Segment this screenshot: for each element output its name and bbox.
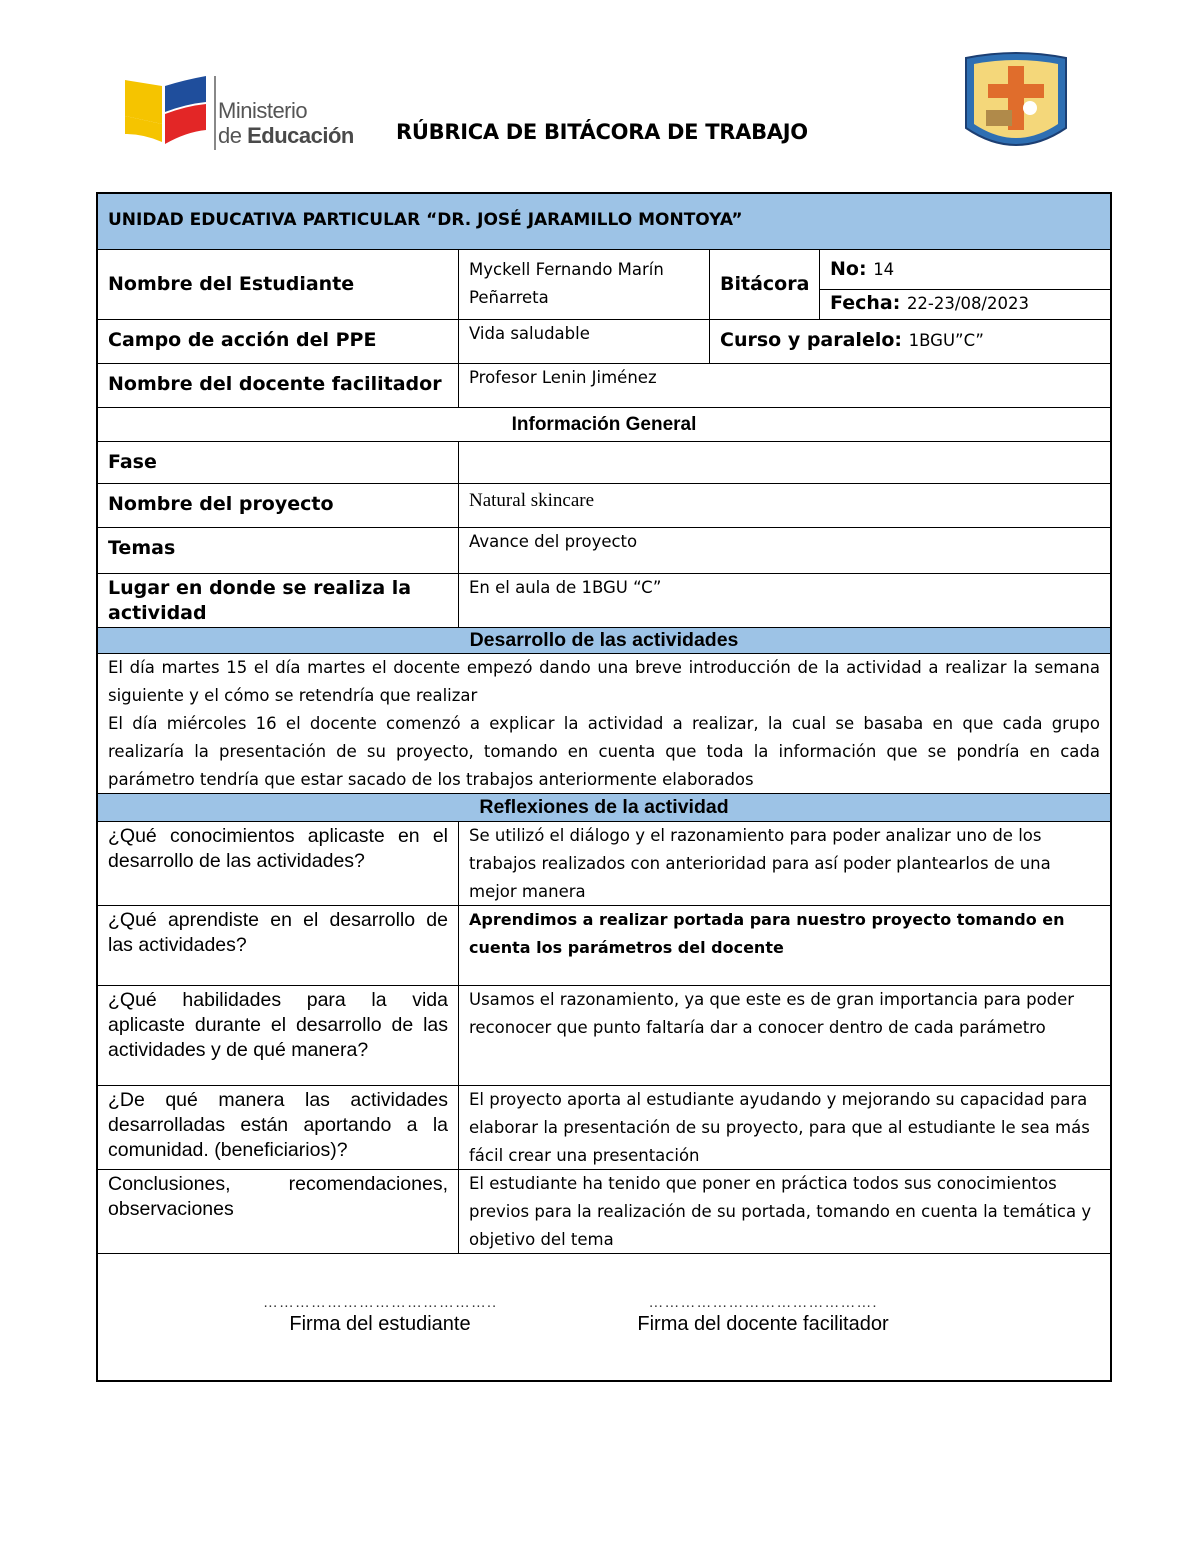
reflexion-question: ¿Qué habilidades para la vida aplicaste durante el desarrollo de las actividades y de qué manera? xyxy=(108,989,448,1061)
page-header xyxy=(0,0,1200,180)
bitacora-label: Bitácora xyxy=(720,273,810,295)
reflexion-question: Conclusiones, recomendaciones, observaciones xyxy=(108,1173,448,1220)
fase-value-cell xyxy=(459,442,1110,484)
proyecto-label-cell xyxy=(98,484,459,528)
temas-value-cell xyxy=(459,528,1110,574)
institution-banner xyxy=(98,194,1110,250)
lugar-label-cell xyxy=(98,574,459,628)
info-general-title: Información General xyxy=(511,414,697,435)
desarrollo-title: Desarrollo de las actividades xyxy=(469,629,739,651)
student-label-cell xyxy=(98,250,459,320)
curso-value: 1BGU”C” xyxy=(908,331,984,350)
reflexion-question-1-cell xyxy=(98,822,459,906)
logo-line2: de Educación xyxy=(218,123,354,148)
ministerio-text xyxy=(218,100,354,147)
logo-line1: Ministerio xyxy=(218,98,308,123)
lugar-label: Lugar en donde se realiza la actividad xyxy=(108,577,412,624)
docente-value-cell xyxy=(459,364,1110,408)
campo-label: Campo de acción del PPE xyxy=(108,329,377,351)
bitacora-label-cell xyxy=(710,250,820,320)
info-general-cell xyxy=(98,408,1110,442)
no-cell xyxy=(820,250,1110,290)
docente-label: Nombre del docente facilitador xyxy=(108,373,442,395)
reflexion-answer-2-cell xyxy=(459,906,1110,986)
docente-label-cell xyxy=(98,364,459,408)
curso-cell xyxy=(710,320,1110,364)
student-value-cell xyxy=(459,250,710,320)
reflexiones-banner xyxy=(98,794,1110,822)
reflexion-question-4-cell xyxy=(98,1086,459,1170)
reflexion-answer-4-cell xyxy=(459,1086,1110,1170)
campo-value-cell xyxy=(459,320,710,364)
reflexion-question-3-cell xyxy=(98,986,459,1086)
lugar-value: En el aula de 1BGU “C” xyxy=(469,578,662,597)
fecha-value: 22-23/08/2023 xyxy=(906,294,1029,313)
student-label: Nombre del Estudiante xyxy=(108,273,355,295)
proyecto-value-cell xyxy=(459,484,1110,528)
campo-value: Vida saludable xyxy=(469,324,590,343)
signature-label: Firma del docente facilitador xyxy=(637,1313,889,1335)
desarrollo-banner xyxy=(98,628,1110,654)
signature-line: ……………………………………. xyxy=(648,1294,878,1311)
signature-label: Firma del estudiante xyxy=(289,1313,471,1335)
reflexion-question-5-cell xyxy=(98,1170,459,1254)
lugar-value-cell xyxy=(459,574,1110,628)
signature-line: …………………………………….. xyxy=(262,1294,498,1311)
curso-label: Curso y paralelo: xyxy=(720,329,902,351)
reflexion-question: ¿Qué aprendiste en el desarrollo de las actividades? xyxy=(108,909,448,956)
school-crest-icon xyxy=(960,50,1072,156)
institution-name: UNIDAD EDUCATIVA PARTICULAR “DR. JOSÉ JARAMILLO MONTOYA” xyxy=(108,210,743,230)
fecha-label: Fecha: xyxy=(830,292,901,314)
reflexion-answer: Se utilizó el diálogo y el razonamiento para poder analizar uno de los trabajos realizados con anterioridad para así poder plantearlos de una mejor manera xyxy=(469,826,1051,901)
fecha-cell xyxy=(820,290,1110,320)
fase-label-cell xyxy=(98,442,459,484)
reflexion-question-2-cell xyxy=(98,906,459,986)
temas-label-cell xyxy=(98,528,459,574)
no-label: No: xyxy=(830,258,867,280)
temas-value: Avance del proyecto xyxy=(469,532,638,551)
rubric-form xyxy=(96,192,1112,1382)
reflexion-answer-3-cell xyxy=(459,986,1110,1086)
proyecto-label: Nombre del proyecto xyxy=(108,493,334,515)
fase-label: Fase xyxy=(108,451,157,473)
no-value: 14 xyxy=(873,260,895,279)
reflexion-answer: El proyecto aporta al estudiante ayudando y mejorando su capacidad para elaborar la presentación de su proyecto, para que al estudiante le sea más fácil crear una presentación xyxy=(469,1090,1090,1165)
teacher-signature xyxy=(608,1294,918,1336)
reflexiones-title: Reflexiones de la actividad xyxy=(479,796,729,818)
desarrollo-text-cell xyxy=(98,654,1110,794)
temas-label: Temas xyxy=(108,537,176,559)
reflexion-answer-5-cell xyxy=(459,1170,1110,1254)
desarrollo-paragraph-1: El día martes 15 el día martes el docente empezó dando una breve introducción de la actividad a realizar la semana siguiente y el cómo se retendría que realizar xyxy=(108,658,1100,705)
desarrollo-paragraph-2: El día miércoles 16 el docente comenzó a explicar la actividad a realizar, la cual se basaba en que cada grupo realizaría la presentación de su proyecto, tomando en cuenta que toda la información que se pondría en cada parámetro tendría que estar sacado de los trabajos anteriormente elaborados xyxy=(108,714,1100,789)
student-signature xyxy=(240,1294,520,1336)
campo-label-cell xyxy=(98,320,459,364)
reflexion-answer: Usamos el razonamiento, ya que este es de gran importancia para poder reconocer que punto faltaría dar a conocer dentro de cada parámetro xyxy=(469,990,1075,1037)
reflexion-question: ¿De qué manera las actividades desarrolladas están aportando a la comunidad. (beneficiarios)? xyxy=(108,1089,448,1161)
proyecto-value: Natural skincare xyxy=(469,490,595,511)
docente-value: Profesor Lenin Jiménez xyxy=(469,368,657,387)
student-value: Myckell Fernando Marín Peñarreta xyxy=(469,260,664,307)
reflexion-answer: Aprendimos a realizar portada para nuestro proyecto tomando en cuenta los parámetros del docente xyxy=(469,910,1065,957)
reflexion-question: ¿Qué conocimientos aplicaste en el desarrollo de las actividades? xyxy=(108,825,448,872)
page-title: RÚBRICA DE BITÁCORA DE TRABAJO xyxy=(396,120,808,144)
reflexion-answer-1-cell xyxy=(459,822,1110,906)
reflexion-answer: El estudiante ha tenido que poner en práctica todos sus conocimientos previos para la realización de su portada, tomando en cuenta la temática y objetivo del tema xyxy=(469,1174,1092,1249)
